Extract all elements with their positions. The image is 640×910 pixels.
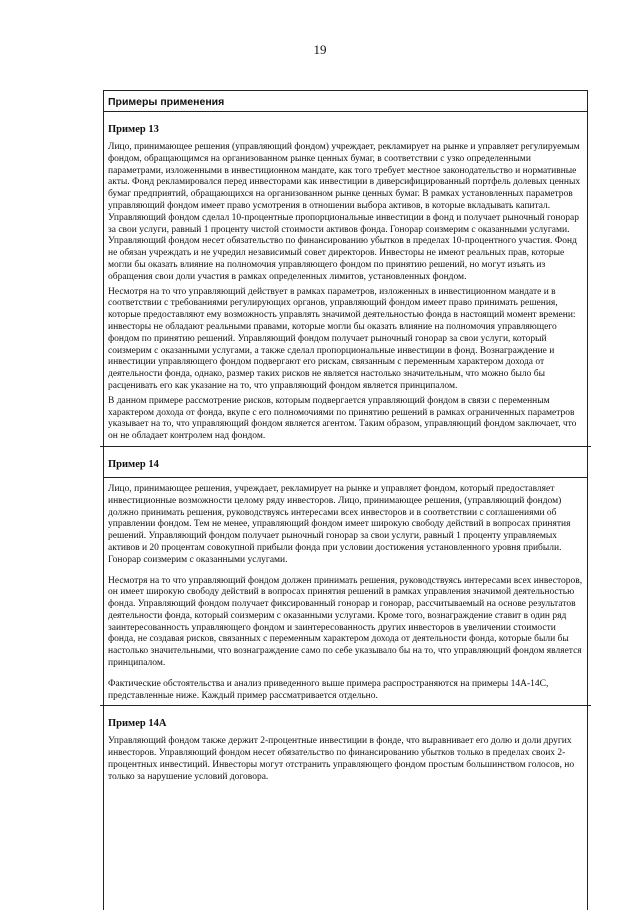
example-14a-paragraph-1: Управляющий фондом также держит 2-процентные инвестиции в фонде, что выравнивает его долю и доли других инвесторов. Управляющий фондом несет обязательство по финансированию убытков только в пределах своих 2-процентных инвестиций. Инвесторы могут отстранить управляющего фондом простым большинством голосов, но только за нарушение условий договора. [108, 736, 575, 782]
example-13-heading: Пример 13 [108, 124, 159, 135]
example-13-paragraph-1: Лицо, принимающее решения (управляющий фондом) учреждает, рекламирует на рынке и управляет регулируемым фондом, обращающимся на организованном рынке ценных бумаг, в соответствии с узко определенными параметрами, изложенными в инвестиционном мандате, как того требует местное законодательство и нормативные акты. Фонд рекламировался перед инвесторами как инвестиции в диверсифицированный портфель долевых ценных бумаг предприятий, обращающихся на организованном рынке ценных бумаг. В рамках установленных параметров управляющий фондом имеет право усмотрения в отношении выбора активов, в которые вкладывать капитал. Управляющий фондом сделал 10-процентные пропорциональные инвестиции в фонд и получает рыночный гонорар за свои услуги, равный 1 проценту чистой стоимости активов фонда. Гонорар соизмерим с оказанными услугами. Управляющий фондом несет обязательство по финансированию убытков в пределах 10-процентного участия. Фонд не обязан учреждать и не учредил независимый совет директоров. Инвесторы не имеют реальных прав, которые могли бы оказать влияние на полномочия управляющего фондом по принятию решений, но могут изъять из обращения свои доли участия в рамках определенных лимитов, установленных фондом. [108, 142, 581, 282]
section-title: Примеры применения [104, 91, 587, 112]
examples-table [103, 90, 588, 910]
example-14a [104, 706, 587, 783]
page-number: 19 [313, 42, 327, 57]
example-14a-heading: Пример 14А [108, 718, 167, 730]
example-14 [104, 447, 587, 703]
example-13-paragraph-2: Несмотря на то что управляющий действует в рамках параметров, изложенных в инвестиционном мандате и в соответствии с требованиями регулирующих органов, управляющий фондом имеет право принимать решения, которые предоставляют ему возможность управлять значимой деятельностью фонда в настоящий момент времени: инвесторы не обладают реальными правами, которые могли бы оказать влияние на полномочия управляющего фондом по принятию решений. Управляющий фондом получает рыночный гонорар за свои услуги, который соизмерим с оказанными услугами, а также сделал пропорциональные инвестиции в фонд. Вознаграждение и инвестиции управляющего фондом подвергают его рискам, связанным с переменным характером дохода от деятельности фонда, однако, размер таких рисков не является настолько значительным, что можно было бы расценивать его как указание на то, что управляющий фондом является принципалом. [108, 286, 576, 391]
example-14-paragraph-3: Фактические обстоятельства и анализ приведенного выше примера распространяются на примеры 14А-14С, представленные ниже. Каждый пример рассматривается отдельно. [108, 678, 549, 701]
example-13-paragraph-3: В данном примере рассмотрение рисков, которым подвергается управляющий фондом в связи с переменным характером дохода от фонда, вкупе с его полномочиями по принятию решений в рамках ограниченных параметров указывает на то, что управляющий фондом является агентом. Таким образом, управляющий фондом заключает, что он не обладает контролем над фондом. [108, 395, 577, 442]
example-14-heading: Пример 14 [108, 458, 159, 470]
example-14-paragraph-1: Лицо, принимающее решения, учреждает, рекламирует на рынке и управляет фондом, который предоставляет инвестиционные возможности целому ряду инвесторов. Лицо, принимающее решения, (управляющий фондом) должно принимать решения, руководствуясь интересами всех инвесторов и в соответствии с соглашениями об управлении фондом. Тем не менее, управляющий фондом имеет широкую свободу действий в вопросах принятия решений. Управляющий фондом получает рыночный гонорар за свои услуги, равный 1 проценту управляемых активов и 20 процентам совокупной прибыли фонда при условии достижения установленного уровня прибыли. Гонорар соизмерим с оказанными услугами. [108, 483, 571, 565]
example-14-paragraph-2: Несмотря на то что управляющий фондом должен принимать решения, руководствуясь интересами всех инвесторов, он имеет широкую свободу действий в вопросах принятия решений в рамках управления значимой деятельностью фонда. Управляющий фондом получает фиксированный гонорар и гонорар, рассчитываемый на основе результатов деятельности фонда, который соизмерим с оказанными услугами. Кроме того, вознаграждение ставит в один ряд заинтересованность управляющего фондом и заинтересованность других инвесторов в увеличении стоимости фонда, не создавая рисков, связанных с переменным характером дохода от деятельности фонда, которые были бы настолько значительными, что вознаграждение само по себе указывало бы на то, что управляющий фондом является принципалом. [108, 575, 583, 669]
example-13 [104, 112, 587, 443]
